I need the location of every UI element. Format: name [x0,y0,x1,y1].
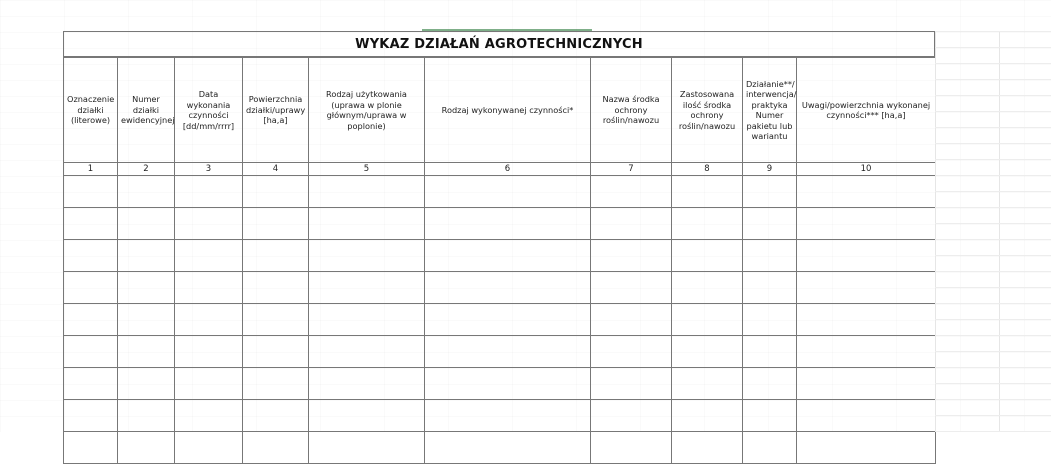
table-cell[interactable] [118,304,175,336]
table-cell[interactable] [64,368,118,400]
table-cell[interactable] [175,336,243,368]
agrotechnical-actions-sheet [63,31,935,432]
grid-column-line [999,31,1000,432]
table-cell[interactable] [309,208,425,240]
header-cell[interactable]: Nazwa środka ochrony roślin/nawozu [591,58,672,163]
table-cell[interactable] [672,400,743,432]
table-cell[interactable] [591,208,672,240]
table-cell[interactable] [64,400,118,432]
table-cell[interactable] [797,368,936,400]
spreadsheet-right-area [935,31,1051,432]
table-cell[interactable] [672,304,743,336]
column-number[interactable]: 4 [243,163,309,176]
table-cell[interactable] [309,176,425,208]
table-row [64,176,936,208]
table-cell[interactable] [591,176,672,208]
table-row [64,272,936,304]
agrotechnical-actions-table [63,57,936,464]
sheet-title: WYKAZ DZIAŁAŃ AGROTECHNICZNYCH [63,31,935,57]
column-number[interactable]: 2 [118,163,175,176]
grid-row-line [935,159,1051,160]
table-cell[interactable] [743,336,797,368]
grid-row-line [935,383,1051,384]
table-cell[interactable] [425,304,591,336]
table-cell[interactable] [243,240,309,272]
table-cell[interactable] [118,336,175,368]
table-cell[interactable] [425,432,591,464]
column-number[interactable]: 10 [797,163,936,176]
table-cell[interactable] [175,176,243,208]
table-cell[interactable] [797,240,936,272]
table-cell[interactable] [797,432,936,464]
table-cell[interactable] [64,432,118,464]
grid-row-line [935,271,1051,272]
grid-row-line [935,223,1051,224]
table-cell[interactable] [743,368,797,400]
table-row [64,240,936,272]
table-cell[interactable] [175,208,243,240]
grid-row-line [935,63,1051,64]
table-row [64,400,936,432]
table-cell[interactable] [743,304,797,336]
header-cell[interactable]: Oznaczenie działki (literowe) [64,58,118,163]
table-cell[interactable] [64,336,118,368]
table-cell[interactable] [672,368,743,400]
header-cell[interactable]: Data wykonania czynności [dd/mm/rrrr] [175,58,243,163]
table-cell[interactable] [797,176,936,208]
header-cell[interactable]: Numer działki ewidencyjnej [118,58,175,163]
table-cell[interactable] [243,176,309,208]
column-number[interactable]: 7 [591,163,672,176]
table-cell[interactable] [591,368,672,400]
table-cell[interactable] [175,272,243,304]
header-cell[interactable]: Rodzaj użytkowania (uprawa w plonie głównym/uprawa w poplonie) [309,58,425,163]
grid-row-line [935,415,1051,416]
table-cell[interactable] [309,240,425,272]
header-cell[interactable]: Rodzaj wykonywanej czynności* [425,58,591,163]
table-cell[interactable] [309,304,425,336]
header-cell[interactable]: Uwagi/powierzchnia wykonanej czynności*** [ha,a] [797,58,936,163]
table-cell[interactable] [64,304,118,336]
grid-row-line [935,335,1051,336]
table-cell[interactable] [591,400,672,432]
table-cell[interactable] [309,432,425,464]
grid-row-line [935,191,1051,192]
grid-row-line [935,143,1051,144]
table-cell[interactable] [118,208,175,240]
grid-row-line [935,303,1051,304]
table-cell[interactable] [591,336,672,368]
table-cell[interactable] [425,368,591,400]
table-cell[interactable] [591,272,672,304]
column-number[interactable]: 6 [425,163,591,176]
table-row [64,208,936,240]
table-cell[interactable] [425,336,591,368]
table-cell[interactable] [743,176,797,208]
table-cell[interactable] [591,432,672,464]
table-cell[interactable] [243,304,309,336]
table-body [64,176,936,464]
grid-row-line [935,367,1051,368]
table-cell[interactable] [425,208,591,240]
table-cell[interactable] [672,272,743,304]
table-cell[interactable] [591,240,672,272]
table-row [64,432,936,464]
grid-row-line [935,255,1051,256]
table-cell[interactable] [175,400,243,432]
table-row [64,368,936,400]
header-cell[interactable]: Powierzchnia działki/uprawy [ha,a] [243,58,309,163]
header-cell[interactable]: Działanie**/ interwencja/ praktyka Numer pakietu lub wariantu [743,58,797,163]
column-number[interactable]: 8 [672,163,743,176]
table-cell[interactable] [743,272,797,304]
table-cell[interactable] [743,432,797,464]
table-cell[interactable] [797,272,936,304]
table-cell[interactable] [243,272,309,304]
table-cell[interactable] [64,272,118,304]
table-cell[interactable] [425,272,591,304]
table-cell[interactable] [672,432,743,464]
table-row [64,304,936,336]
table-cell[interactable] [64,240,118,272]
table-cell[interactable] [797,208,936,240]
grid-row-line [935,239,1051,240]
grid-row-line [935,31,1051,32]
grid-row-line [935,79,1051,80]
header-cell[interactable]: Zastosowana ilość środka ochrony roślin/nawozu [672,58,743,163]
table-cell[interactable] [175,368,243,400]
grid-row-line [935,127,1051,128]
table-cell[interactable] [425,400,591,432]
table-row [64,336,936,368]
table-cell[interactable] [743,208,797,240]
table-cell[interactable] [672,176,743,208]
column-number[interactable]: 1 [64,163,118,176]
grid-row-line [935,287,1051,288]
grid-row-line [935,399,1051,400]
table-cell[interactable] [309,368,425,400]
table-cell[interactable] [672,336,743,368]
table-cell[interactable] [309,400,425,432]
table-cell[interactable] [591,304,672,336]
grid-row-line [935,319,1051,320]
table-cell[interactable] [309,272,425,304]
grid-row-line [935,207,1051,208]
table-cell[interactable] [64,176,118,208]
table-cell[interactable] [118,400,175,432]
table-cell[interactable] [118,176,175,208]
table-cell[interactable] [743,400,797,432]
table-cell[interactable] [797,304,936,336]
header-row [64,58,936,163]
grid-row-line [935,351,1051,352]
table-cell[interactable] [672,208,743,240]
table-cell[interactable] [175,304,243,336]
table-cell[interactable] [243,432,309,464]
grid-column-line [935,31,936,432]
table-cell[interactable] [64,208,118,240]
table-cell[interactable] [175,240,243,272]
table-cell[interactable] [118,240,175,272]
table-cell[interactable] [309,336,425,368]
table-cell[interactable] [243,368,309,400]
table-cell[interactable] [797,400,936,432]
table-cell[interactable] [243,336,309,368]
table-cell[interactable] [743,240,797,272]
table-cell[interactable] [175,432,243,464]
grid-row-line [935,47,1051,48]
table-cell[interactable] [243,208,309,240]
column-number[interactable]: 9 [743,163,797,176]
grid-row-line [935,175,1051,176]
table-cell[interactable] [797,336,936,368]
table-cell[interactable] [672,240,743,272]
table-cell[interactable] [425,176,591,208]
grid-row-line [935,95,1051,96]
table-cell[interactable] [118,432,175,464]
table-cell[interactable] [243,400,309,432]
column-number-row [64,163,936,176]
table-cell[interactable] [425,240,591,272]
table-cell[interactable] [118,272,175,304]
column-number[interactable]: 5 [309,163,425,176]
table-cell[interactable] [118,368,175,400]
grid-row-line [935,111,1051,112]
column-number[interactable]: 3 [175,163,243,176]
